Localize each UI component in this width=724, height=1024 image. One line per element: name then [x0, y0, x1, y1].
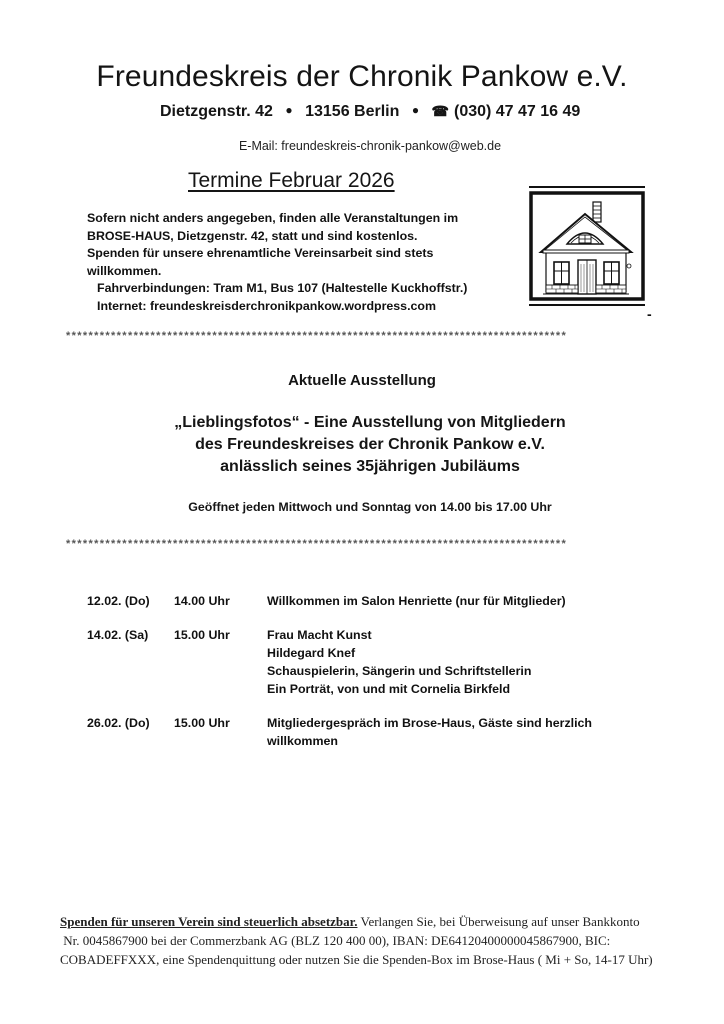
footer-line: Nr. 0045867900 bei der Commerzbank AG (BLZ 120 400 00), IBAN: DE64120400000045867900, BIC: [60, 933, 611, 948]
event-time: 15.00 Uhr [174, 716, 230, 730]
internet-info: Internet: freundeskreisderchronikpankow.wordpress.com [97, 298, 436, 313]
footer-line [60, 912, 700, 931]
event-date: 26.02. (Do) [87, 716, 150, 730]
event-row [87, 714, 592, 750]
bullet-separator: ● [411, 103, 420, 117]
opening-hours: Geöffnet jeden Mittwoch und Sonntag von 14.00 bis 17.00 Uhr [188, 500, 552, 514]
event-description-line: willkommen [267, 734, 338, 748]
stray-dash: - [647, 306, 652, 322]
event-description [267, 626, 531, 698]
event-description-line: Mitgliedergespräch im Brose-Haus, Gäste sind herzlich [267, 716, 593, 730]
event-description-line: Hildegard Knef [267, 646, 356, 660]
event-row [87, 626, 592, 698]
event-date: 12.02. (Do) [87, 594, 150, 608]
footer-line: COBADEFFXXX, eine Spendenquittung oder nutzen Sie die Spenden-Box im Brose-Haus ( Mi + So, 14-17 Uhr) [60, 952, 653, 967]
house-icon [529, 186, 647, 316]
exhibition-title [0, 412, 724, 478]
intro-line: Sofern nicht anders angegeben, finden alle Veranstaltungen im [87, 211, 459, 225]
exhibition-heading: Aktuelle Ausstellung [288, 372, 436, 389]
intro-line: willkommen. [87, 263, 162, 278]
separator-line: ***************************************************************************************** [66, 538, 568, 550]
event-row [87, 592, 592, 610]
exhibition-title-line: des Freundeskreises der Chronik Pankow e.V. [195, 436, 545, 453]
donation-footer [60, 912, 700, 969]
email-address: E-Mail: freundeskreis-chronik-pankow@web.de [238, 139, 502, 153]
exhibition-title-line: anlässlich seines 35jährigen Jubiläums [220, 458, 520, 475]
organization-title: Freundeskreis der Chronik Pankow e.V. [96, 60, 628, 93]
event-description-line: Willkommen im Salon Henriette (nur für Mitglieder) [267, 594, 566, 608]
phone-icon: ☎ [431, 103, 449, 119]
separator-line: ***************************************************************************************** [66, 330, 568, 342]
phone-number: (030) 47 47 16 49 [453, 103, 581, 120]
address-line [160, 103, 580, 121]
transport-info: Fahrverbindungen: Tram M1, Bus 107 (Haltestelle Kuckhoffstr.) [97, 281, 468, 295]
exhibition-title-line: „Lieblingsfotos“ - Eine Ausstellung von Mitgliedern [174, 414, 566, 431]
bullet-separator: ● [285, 103, 293, 117]
event-description-line: Frau Macht Kunst [267, 628, 372, 642]
event-description-line: Ein Porträt, von und mit Cornelia Birkfeld [267, 682, 511, 696]
tax-deductible-note: Spenden für unseren Verein sind steuerlich absetzbar. [60, 914, 358, 929]
event-time: 15.00 Uhr [174, 628, 230, 642]
intro-text [87, 210, 467, 315]
intro-line: BROSE-HAUS, Dietzgenstr. 42, statt und sind kostenlos. [87, 228, 418, 243]
intro-line: Spenden für unsere ehrenamtliche Vereinsarbeit sind stets [87, 246, 434, 260]
event-list [87, 592, 592, 766]
city: 13156 Berlin [305, 103, 400, 120]
event-date: 14.02. (Sa) [87, 628, 149, 642]
event-description [267, 592, 566, 610]
event-description [267, 714, 592, 750]
event-time: 14.00 Uhr [174, 594, 230, 608]
street: Dietzgenstr. 42 [160, 103, 273, 120]
footer-text: Verlangen Sie, bei Überweisung auf unser Bankkonto [357, 914, 640, 929]
page-title: Termine Februar 2026 [188, 169, 395, 192]
event-description-line: Schauspielerin, Sängerin und Schriftstellerin [267, 664, 532, 678]
house-logo [529, 186, 647, 316]
